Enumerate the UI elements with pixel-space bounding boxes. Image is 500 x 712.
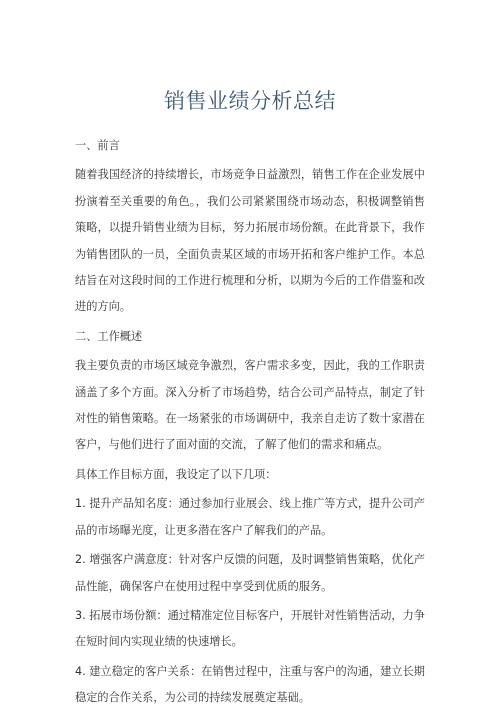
overview-paragraph: 我主要负责的市场区域竞争激烈，客户需求多变，因此，我的工作职责涵盖了多个方面。深入分析了市场趋势，结合公司产品特点，制定了针对性的销售策略。在一场紧张的市场调研中，我亲自走访了数十家潜在客户，与他们进行了面对面的交流，了解了他们的需求和痛点。: [75, 359, 425, 452]
goal-item-1: 1. 提升产品知名度：通过参加行业展会、线上推广等方式，提升公司产品的市场曝光度，让更多潜在客户了解我们的产品。: [75, 497, 425, 537]
section-heading-preface: 一、前言: [75, 139, 120, 152]
goal-item-4: 4. 建立稳定的客户关系：在销售过程中，注重与客户的沟通，建立长期稳定的合作关系，为公司的持续发展奠定基础。: [75, 664, 425, 705]
goal-item-3: 3. 拓展市场份额：通过精准定位目标客户，开展针对性销售活动，力争在短时间内实现业绩的快速增长。: [75, 608, 425, 649]
goal-item-2: 2. 增强客户满意度：针对客户反馈的问题，及时调整销售策略，优化产品性能，确保客户在使用过程中享受到优质的服务。: [75, 553, 425, 593]
section-heading-overview: 二、工作概述: [75, 329, 143, 343]
document-title: 销售业绩分析总结: [164, 89, 336, 113]
goals-intro: 具体工作目标方面，我设定了以下几项：: [75, 467, 277, 481]
intro-paragraph: 随着我国经济的持续增长，市场竞争日益激烈，销售工作在企业发展中扮演着至关重要的角色。，我们公司紧紧围绕市场动态，积极调整销售策略，以提升销售业绩为目标，努力拓展市场份额。在此背景下，我作为销售团队的一员，全面负责某区域的市场开拓和客户维护工作。本总结旨在对这段时间的工作进行梳理和分析，以期为今后的工作借鉴和改进的方向。: [75, 168, 425, 314]
